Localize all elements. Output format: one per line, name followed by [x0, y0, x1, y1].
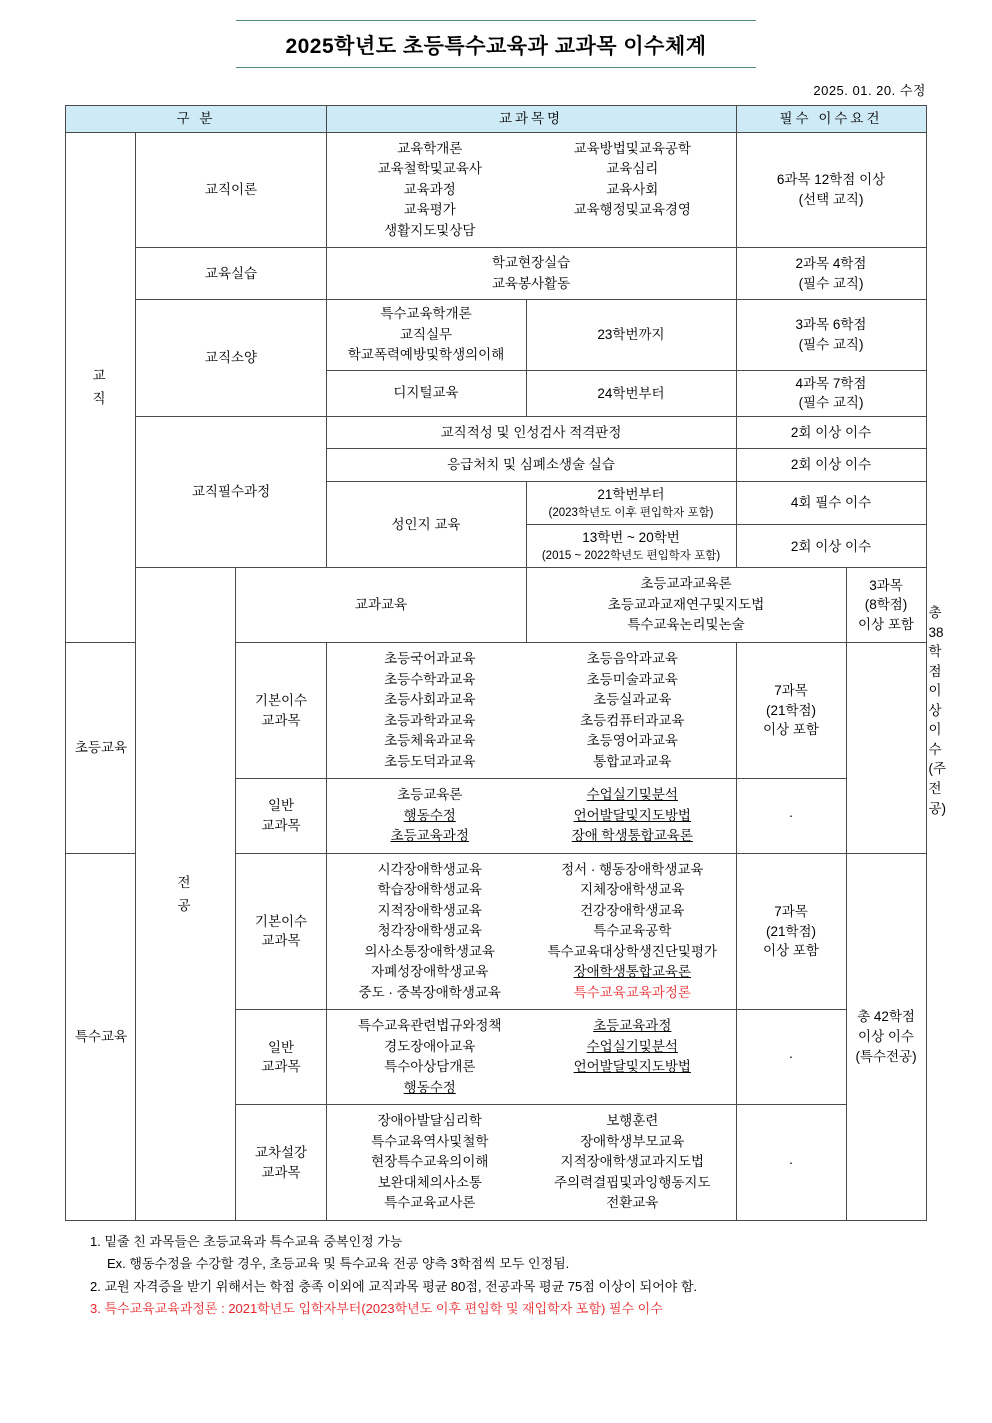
req-literacy-b: 4과목 7학점 (필수 교직): [736, 370, 926, 416]
subjects-theory-right: 교육방법및교육공학 교육심리 교육사회 교육행정및교육경영: [573, 140, 691, 218]
total-special: 총 42학점 이상 이수 (특수전공): [846, 853, 926, 1220]
footnote-1-number: 1.: [90, 1233, 101, 1249]
subjects-elementary-general-right: 수업실기및분석 언어발달및지도방법 장애 학생통합교육론: [571, 787, 693, 844]
footnote-2-number: 2.: [90, 1278, 101, 1294]
req-elementary-general: ·: [736, 779, 846, 854]
subjects-elementary-basic-left: 초등국어과교육 초등수학과교육 초등사회과교육 초등과학과교육 초등체육과교육 초등도덕과교육: [384, 650, 476, 769]
req-theory: 6과목 12학점 이상 (선택 교직): [736, 132, 926, 248]
page-title: 2025학년도 초등특수교육과 교과목 이수체계: [285, 35, 707, 58]
title-block: [236, 20, 756, 68]
table-row-theory: [66, 132, 926, 248]
req-special-basic: 7과목 (21학점) 이상 포함: [736, 853, 846, 1010]
subjects-special-cross: [326, 1105, 736, 1221]
table-row-practice: [66, 248, 926, 300]
req-aptitude: 2회 이상 이수: [736, 416, 926, 449]
footnote-2: [90, 1276, 946, 1298]
subjects-special-general-right: 초등교육과정 수업실기및분석 언어발달및지도방법: [573, 1018, 691, 1075]
req-gender-a: 4회 필수 이수: [736, 481, 926, 524]
cond-literacy-b: 24학번부터: [526, 370, 736, 416]
subjects-elementary-general: [326, 779, 736, 854]
subject-gender: 성인지 교육: [326, 481, 526, 567]
header-subject: 교과목명: [326, 106, 736, 133]
subjects-subject-edu: 초등교과교육론 초등교과교재연구및지도법 특수교육논리및논술: [526, 568, 846, 643]
subject-aptitude: 교직적성 및 인성검사 적격판정: [326, 416, 736, 449]
table-header-row: [66, 106, 926, 133]
label-theory: 교직이론: [136, 132, 326, 248]
label-special-basic: 기본이수 교과목: [236, 853, 326, 1010]
subjects-literacy-b: 디지털교육: [326, 370, 526, 416]
cond-gender-a: 21학번부터 (2023학년도 이후 편입학자 포함): [526, 481, 736, 524]
subjects-practice: 학교현장실습 교육봉사활동: [326, 248, 736, 300]
footnote-1: [90, 1231, 946, 1253]
subjects-special-cross-left: 장애아발달심리학 특수교육역사및철학 현장특수교육의이해 보완대체의사소통 특수교육교사론: [371, 1113, 489, 1211]
subjects-special-basic: [326, 853, 736, 1010]
subjects-special-general: [326, 1010, 736, 1105]
label-elementary-general: 일반 교과목: [236, 779, 326, 854]
footnote-2-text: 교원 자격증을 받기 위해서는 학점 충족 이외에 교직과목 평균 80점, 전공과목 평균 75점 이상이 되어야 함.: [104, 1278, 698, 1294]
req-subject-edu: 3과목 (8학점) 이상 포함: [846, 568, 926, 643]
subjects-elementary-general-left: 초등교육론 행동수정 초등교육과정: [390, 787, 469, 844]
label-special-cross: 교차설강 교과목: [236, 1105, 326, 1221]
subjects-special-basic-right: 정서 · 행동장애학생교육 지체장애학생교육 건강장애학생교육 특수교육공학 특수교육대상학생진단및평가 장애학생통합교육론 특수교육교육과정론: [547, 861, 718, 1000]
subjects-special-general-left: 특수교육관련법규와정책 경도장애아교육 특수아상담개론 행동수정: [358, 1018, 502, 1095]
req-special-general: ·: [736, 1010, 846, 1105]
group-gyojik: 교 직: [66, 132, 136, 642]
subjects-special-basic-left: 시각장애학생교육 학습장애학생교육 지적장애학생교육 청각장애학생교육 의사소통장애학생교육 자폐성장애학생교육 중도 · 중복장애학생교육: [358, 861, 501, 1000]
label-literacy: 교직소양: [136, 300, 326, 417]
footnotes: [46, 1231, 946, 1320]
footnote-1-text: 밑줄 친 과목들은 초등교육과 특수교육 중복인정 가능: [104, 1233, 403, 1249]
subjects-literacy-a: 특수교육학개론 교직실무 학교폭력예방및학생의이해: [326, 300, 526, 371]
footnote-3-number: 3.: [90, 1300, 101, 1316]
label-special: 특수교육: [66, 853, 136, 1220]
cond-gender-b: 13학번 ~ 20학번 (2015 ~ 2022학년도 편입학자 포함): [526, 525, 736, 568]
header-requirement: 필수 이수요건: [736, 106, 926, 133]
req-literacy-a: 3과목 6학점 (필수 교직): [736, 300, 926, 371]
req-gender-b: 2회 이상 이수: [736, 525, 926, 568]
subjects-elementary-basic-right: 초등음악과교육 초등미술과교육 초등실과교육 초등컴퓨터과교육 초등영어과교육 통합교과교육: [580, 650, 685, 769]
title-bottom-rule: [236, 67, 756, 68]
table-row-aptitude: [66, 416, 926, 449]
table-row-literacy-a: [66, 300, 926, 371]
req-special-cross: ·: [736, 1105, 846, 1221]
footnote-1-example: Ex. 행동수정을 수강할 경우, 초등교육 및 특수교육 전공 양측 3학점씩 모두 인정됨.: [107, 1256, 570, 1272]
label-subject-edu: 교과교육: [236, 568, 526, 643]
footnote-3-text: 특수교육교육과정론 : 2021학년도 입학자부터(2023학년도 이후 편입학 및 재입학자 포함) 필수 이수: [104, 1300, 663, 1316]
label-practice: 교육실습: [136, 248, 326, 300]
footnote-3: [90, 1298, 946, 1320]
group-jeongong: 전 공: [136, 568, 236, 1220]
subjects-special-cross-right: 보행훈련 장애학생부모교육 지적장애학생교과지도법 주의력결핍및과잉행동지도 전환교육: [554, 1113, 711, 1211]
req-elementary-basic: 7과목 (21학점) 이상 포함: [736, 642, 846, 778]
label-special-general: 일반 교과목: [236, 1010, 326, 1105]
req-cpr: 2회 이상 이수: [736, 449, 926, 482]
subjects-elementary-basic: [326, 642, 736, 778]
revision-date: 2025. 01. 20. 수정: [813, 83, 926, 98]
cond-literacy-a: 23학번까지: [526, 300, 736, 371]
table-row-subject-edu: 전 공 교과교육 초등교과교육론 초등교과교재연구및지도법 특수교육논리및논술 3과목 (8학점) 이상 포함 총 38학점 이상 이수 (주전공): [66, 568, 926, 643]
document-page: [0, 20, 992, 1423]
label-elementary-basic: 기본이수 교과목: [236, 642, 326, 778]
req-practice: 2과목 4학점 (필수 교직): [736, 248, 926, 300]
subject-cpr: 응급처치 및 심폐소생술 실습: [326, 449, 736, 482]
label-elementary: 초등교육: [66, 642, 136, 853]
curriculum-table: [65, 105, 947, 1221]
subjects-theory: [326, 132, 736, 248]
label-required-courses: 교직필수과정: [136, 416, 326, 568]
header-division: 구 분: [66, 106, 326, 133]
subjects-theory-left: 교육학개론 교육철학및교육사 교육과정 교육평가 생활지도및상담: [377, 140, 482, 238]
